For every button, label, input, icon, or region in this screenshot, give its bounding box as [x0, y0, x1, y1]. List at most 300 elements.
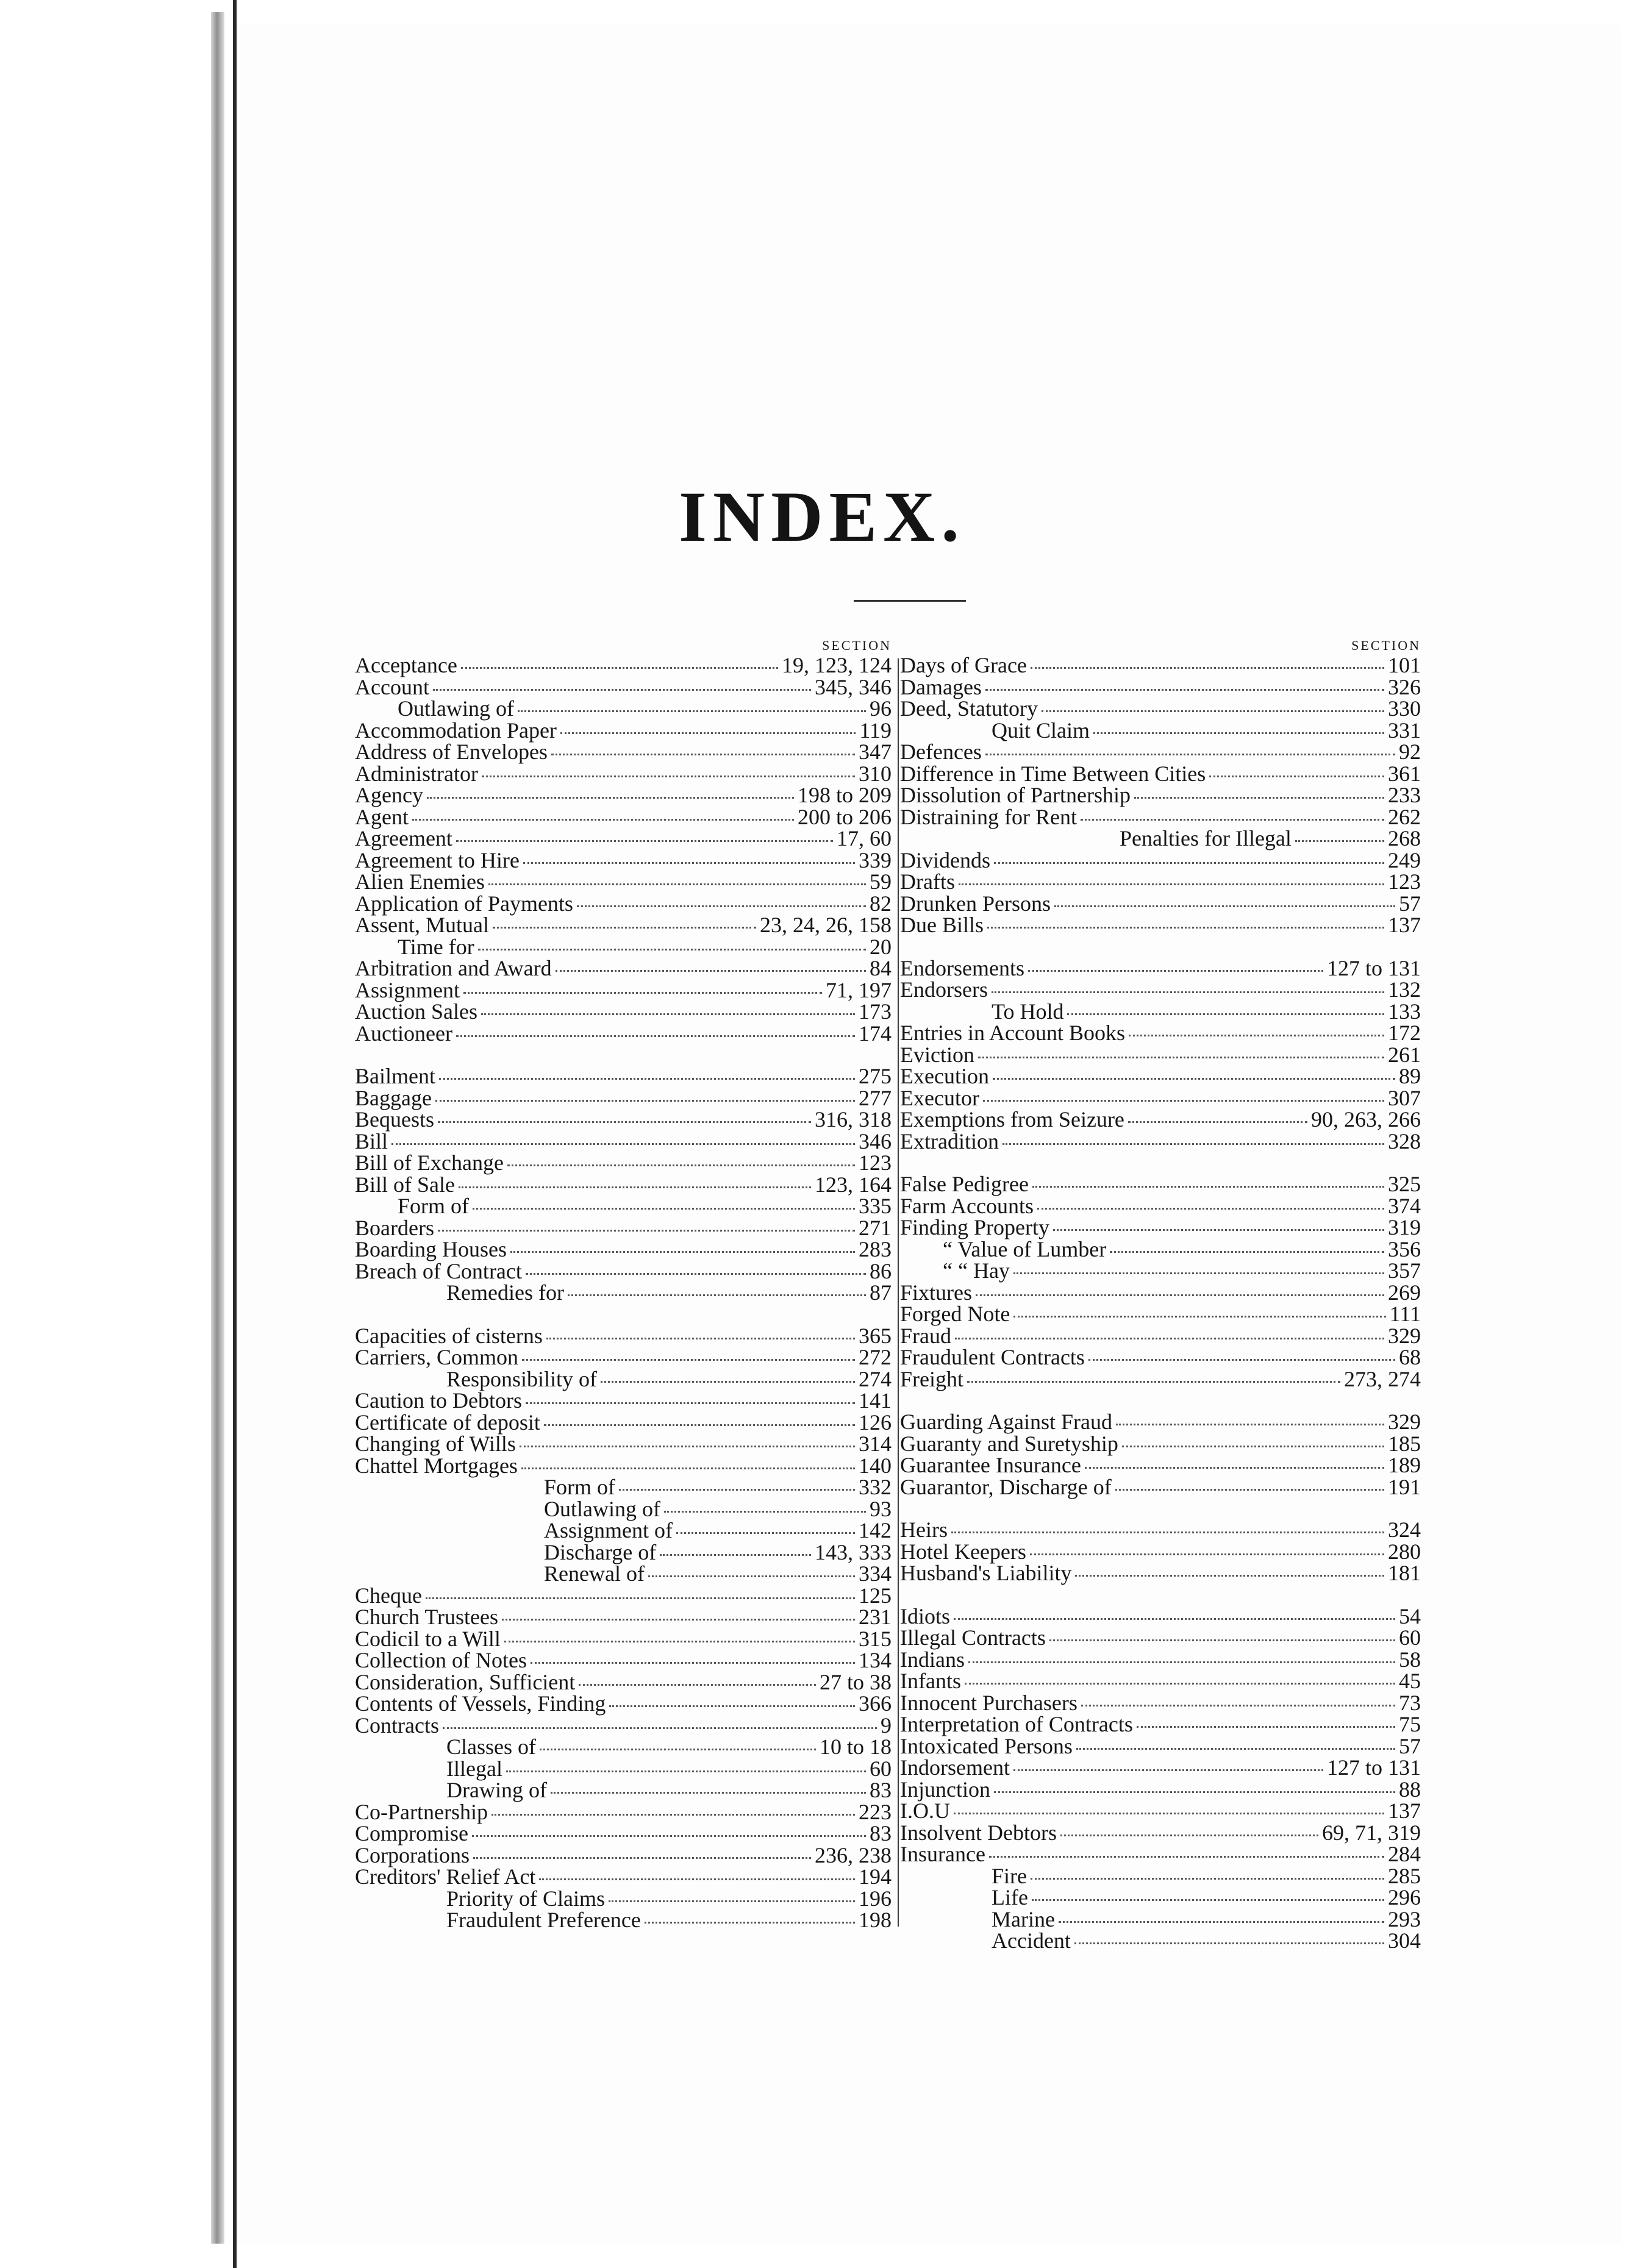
- index-entry: [355, 1390, 892, 1412]
- entry-term: Bailment: [355, 1064, 435, 1088]
- entry-section-ref: 83: [870, 1821, 892, 1845]
- entry-section-ref: 374: [1388, 1193, 1421, 1218]
- leader-dots: [609, 1900, 855, 1902]
- entry-section-ref: 304: [1388, 1928, 1421, 1953]
- entry-term: Drafts: [900, 869, 955, 894]
- index-entry: [900, 1347, 1421, 1369]
- leader-dots: [556, 970, 866, 972]
- entry-term: Codicil to a Will: [355, 1626, 501, 1651]
- index-entry: [900, 1474, 1421, 1499]
- leader-dots: [1081, 819, 1384, 821]
- leader-dots: [1081, 1705, 1395, 1706]
- entry-term: Difference in Time Between Cities: [900, 761, 1206, 786]
- index-entry: [900, 1779, 1421, 1801]
- index-entry: [355, 698, 892, 720]
- entry-term: Accident: [992, 1928, 1071, 1953]
- entry-section-ref: 88: [1399, 1777, 1421, 1802]
- index-entry: [355, 1780, 892, 1802]
- index-entry: [900, 1174, 1421, 1196]
- entry-section-ref: 54: [1399, 1603, 1421, 1628]
- entry-section-ref: 87: [870, 1280, 892, 1305]
- index-entry: [355, 1023, 892, 1045]
- entry-term: Agreement: [355, 826, 452, 850]
- entry-section-ref: 143, 333: [815, 1539, 892, 1564]
- index-entry: [900, 1649, 1421, 1671]
- leader-dots: [438, 1121, 811, 1123]
- entry-term: Consideration, Sufficient: [355, 1669, 576, 1694]
- index-entry: [900, 1303, 1421, 1325]
- index-entry: [900, 1671, 1421, 1692]
- entry-section-ref: 277: [859, 1085, 892, 1110]
- leader-dots: [426, 1597, 855, 1599]
- leader-dots: [1134, 797, 1384, 799]
- index-entry: [355, 1174, 892, 1196]
- entry-term: Corporations: [355, 1842, 470, 1867]
- index-entry: [900, 1863, 1421, 1888]
- leader-dots: [438, 1230, 855, 1232]
- entry-term: Drawing of: [446, 1778, 547, 1802]
- leader-dots: [1115, 1489, 1384, 1491]
- index-entry: [900, 1822, 1421, 1844]
- entry-term: Application of Payments: [355, 891, 573, 916]
- index-entry: [900, 828, 1421, 850]
- entry-term: Defences: [900, 740, 982, 764]
- index-entry: [355, 804, 892, 829]
- entry-term: Hotel Keepers: [900, 1539, 1026, 1564]
- index-column-right: [900, 639, 1421, 1952]
- index-entry: [355, 1258, 892, 1283]
- entry-section-ref: 347: [859, 740, 892, 764]
- index-entry: [900, 804, 1421, 829]
- index-entry: [355, 1196, 892, 1218]
- leader-dots: [951, 1532, 1384, 1533]
- entry-term: Changing of Wills: [355, 1432, 516, 1456]
- entry-term: Endorsers: [900, 977, 988, 1002]
- leader-dots: [1128, 1121, 1307, 1123]
- entry-section-ref: 328: [1388, 1129, 1421, 1154]
- entry-term: Capacities of cisterns: [355, 1323, 543, 1348]
- entry-section-ref: 90, 263, 266: [1311, 1107, 1421, 1132]
- entry-section-ref: 330: [1388, 696, 1421, 721]
- index-entry: [900, 1131, 1421, 1153]
- leader-dots: [1129, 1035, 1384, 1036]
- leader-dots: [1116, 1424, 1384, 1425]
- entry-section-ref: 71, 197: [826, 977, 892, 1002]
- leader-dots: [1122, 1446, 1384, 1447]
- index-entry: [900, 698, 1421, 720]
- leader-dots: [560, 732, 856, 734]
- leader-dots: [482, 776, 855, 777]
- leader-dots: [954, 1618, 1395, 1620]
- leader-dots: [502, 1619, 855, 1621]
- index-entry: [355, 1239, 892, 1261]
- leader-dots: [506, 1771, 866, 1772]
- entry-section-ref: 23, 24, 26, 158: [760, 913, 892, 937]
- entry-term: Infants: [900, 1669, 961, 1693]
- index-entry: [355, 674, 892, 699]
- index-entry: [355, 1539, 892, 1564]
- leader-dots: [1013, 1769, 1323, 1771]
- index-entry: [355, 1910, 892, 1931]
- entry-term: Execution: [900, 1064, 989, 1088]
- leader-dots: [664, 1511, 866, 1513]
- entry-section-ref: 185: [1388, 1431, 1421, 1456]
- entry-section-ref: 60: [1399, 1625, 1421, 1650]
- leader-dots: [1059, 1921, 1384, 1923]
- entry-term: Accommodation Paper: [355, 718, 557, 743]
- entry-term: Fixtures: [900, 1280, 973, 1305]
- entry-section-ref: 172: [1388, 1021, 1421, 1045]
- entry-section-ref: 231: [859, 1605, 892, 1629]
- leader-dots: [987, 927, 1384, 929]
- leader-dots: [989, 1856, 1384, 1858]
- entry-term: Breach of Contract: [355, 1258, 522, 1283]
- entry-section-ref: 334: [859, 1561, 892, 1586]
- index-entry: [900, 1366, 1421, 1391]
- entry-section-ref: 271: [859, 1215, 892, 1240]
- leader-dots: [985, 689, 1384, 691]
- entry-section-ref: 189: [1388, 1453, 1421, 1477]
- entry-term: Assent, Mutual: [355, 913, 489, 937]
- entry-section-ref: 329: [1388, 1410, 1421, 1434]
- entry-term: Due Bills: [900, 913, 984, 937]
- entry-section-ref: 134: [859, 1648, 892, 1672]
- entry-section-ref: 123: [1388, 869, 1421, 894]
- entry-term: Penalties for Illegal: [1120, 826, 1292, 850]
- index-entry: [355, 1433, 892, 1455]
- index-entry: [900, 1563, 1421, 1585]
- entry-term: Intoxicated Persons: [900, 1733, 1073, 1758]
- index-entry: [355, 1347, 892, 1369]
- entry-section-ref: 73: [1399, 1690, 1421, 1715]
- index-entry: [355, 1585, 892, 1607]
- index-entry: [355, 1799, 892, 1824]
- entry-term: Exemptions from Seizure: [900, 1107, 1124, 1132]
- index-entry: [355, 936, 892, 958]
- entry-term: Freight: [900, 1366, 963, 1391]
- leader-dots: [433, 689, 811, 691]
- leader-dots: [1093, 732, 1384, 734]
- entry-term: Bequests: [355, 1107, 434, 1132]
- index-entry: [355, 655, 892, 677]
- entry-term: Responsibility of: [446, 1366, 598, 1391]
- entry-term: Contracts: [355, 1713, 439, 1738]
- index-entry: [355, 1563, 892, 1585]
- entry-section-ref: 57: [1399, 1733, 1421, 1758]
- entry-section-ref: 194: [859, 1864, 892, 1889]
- entry-section-ref: 335: [859, 1194, 892, 1218]
- entry-term: Guarantee Insurance: [900, 1453, 1081, 1477]
- index-column-left: [355, 639, 892, 1931]
- leader-dots: [1002, 1143, 1384, 1145]
- entry-section-ref: 82: [870, 891, 892, 916]
- leader-dots: [491, 1814, 855, 1816]
- entry-term: Priority of Claims: [446, 1886, 605, 1911]
- entry-section-ref: 58: [1399, 1647, 1421, 1672]
- index-entry: [355, 1152, 892, 1174]
- leader-dots: [456, 840, 833, 842]
- entry-section-ref: 96: [870, 696, 892, 721]
- entry-term: Auction Sales: [355, 999, 477, 1024]
- leader-dots: [955, 1338, 1384, 1339]
- entry-section-ref: 89: [1399, 1064, 1421, 1088]
- entry-term: Illegal Contracts: [900, 1625, 1046, 1650]
- index-entry: [900, 1800, 1421, 1822]
- index-entry: [900, 741, 1421, 763]
- leader-dots: [521, 1467, 855, 1469]
- index-entry: [900, 1757, 1421, 1779]
- leader-dots: [994, 1791, 1395, 1793]
- entry-term: Agency: [355, 783, 423, 807]
- entry-section-ref: 126: [859, 1410, 892, 1435]
- entry-term: Church Trustees: [355, 1605, 499, 1629]
- entry-term: Dissolution of Partnership: [900, 783, 1131, 807]
- leader-dots: [968, 1661, 1395, 1663]
- entry-section-ref: 346: [859, 1129, 892, 1154]
- entry-term: Alien Enemies: [355, 869, 485, 894]
- entry-section-ref: 223: [859, 1799, 892, 1824]
- leader-dots: [523, 862, 855, 864]
- leader-dots: [1028, 970, 1323, 972]
- leader-dots: [544, 1424, 855, 1426]
- entry-section-ref: 137: [1388, 1799, 1421, 1823]
- entry-term: Outlawing of: [398, 696, 514, 721]
- index-entry: [900, 1930, 1421, 1952]
- section-heading: SECTION: [822, 638, 892, 653]
- entry-term: Address of Envelopes: [355, 740, 548, 764]
- index-entry: [355, 1412, 892, 1434]
- page-title: INDEX.: [679, 477, 965, 557]
- index-entry: [900, 871, 1421, 893]
- leader-dots: [412, 819, 794, 821]
- entry-section-ref: 273, 274: [1344, 1366, 1421, 1391]
- entry-section-ref: 111: [1389, 1302, 1421, 1326]
- index-entry: [900, 1282, 1421, 1304]
- entry-term: To Hold: [992, 999, 1064, 1024]
- leader-dots: [526, 1402, 855, 1404]
- index-entry: [355, 785, 892, 807]
- leader-dots: [539, 1878, 855, 1880]
- entry-section-ref: 57: [1399, 891, 1421, 916]
- entry-term: Remedies for: [446, 1280, 564, 1305]
- index-entry: [355, 1823, 892, 1845]
- index-entry: [900, 1906, 1421, 1931]
- entry-term: Indorsement: [900, 1755, 1010, 1780]
- entry-term: Idiots: [900, 1603, 951, 1628]
- index-entry: [900, 847, 1421, 872]
- entry-section-ref: 339: [859, 847, 892, 872]
- index-entry: [355, 871, 892, 893]
- entry-section-ref: 284: [1388, 1842, 1421, 1866]
- entry-section-ref: 324: [1388, 1517, 1421, 1542]
- leader-dots: [1053, 1229, 1384, 1231]
- index-entry: [900, 1325, 1421, 1347]
- entry-term: Life: [992, 1885, 1028, 1910]
- entry-term: Collection of Notes: [355, 1648, 527, 1672]
- entry-term: Cheque: [355, 1583, 422, 1608]
- index-entry: [900, 1541, 1421, 1563]
- leader-dots: [983, 1100, 1384, 1102]
- entry-term: Fire: [992, 1863, 1027, 1888]
- leader-dots: [978, 1057, 1384, 1058]
- entry-term: Injunction: [900, 1777, 990, 1802]
- entry-section-ref: 233: [1388, 783, 1421, 807]
- index-entry: [900, 674, 1421, 699]
- entry-term: “ Value of Lumber: [943, 1236, 1107, 1261]
- entry-section-ref: 285: [1388, 1863, 1421, 1888]
- index-entry: [355, 1669, 892, 1694]
- leader-dots: [1088, 1359, 1395, 1361]
- entry-section-ref: 198: [859, 1908, 892, 1932]
- title-rule: [854, 600, 966, 602]
- entry-section-ref: 307: [1388, 1085, 1421, 1110]
- entry-term: Certificate of deposit: [355, 1410, 540, 1435]
- entry-term: Entries in Account Books: [900, 1021, 1125, 1045]
- leader-dots: [1030, 1553, 1384, 1555]
- entry-section-ref: 332: [859, 1475, 892, 1499]
- index-entry: [355, 1888, 892, 1910]
- entry-section-ref: 356: [1388, 1236, 1421, 1261]
- entry-term: Carriers, Common: [355, 1345, 518, 1369]
- index-entry: [900, 1260, 1421, 1282]
- leader-dots: [1060, 1835, 1318, 1836]
- leader-dots: [992, 991, 1384, 993]
- entry-section-ref: 296: [1388, 1885, 1421, 1910]
- leader-dots: [463, 992, 822, 994]
- leader-dots: [1031, 1878, 1384, 1880]
- index-entry: [355, 893, 892, 915]
- leader-dots: [456, 1035, 855, 1037]
- entry-term: Executor: [900, 1085, 979, 1110]
- index-entry: [355, 847, 892, 872]
- index-entry: [355, 1455, 892, 1477]
- index-entry: [355, 1325, 892, 1347]
- entry-section-ref: 83: [870, 1778, 892, 1802]
- entry-section-ref: 123, 164: [815, 1172, 892, 1197]
- index-entry: [355, 1085, 892, 1110]
- entry-term: Extradition: [900, 1129, 999, 1154]
- leader-dots: [459, 1186, 811, 1188]
- index-entry: [900, 979, 1421, 1001]
- entry-section-ref: 198 to 209: [797, 783, 892, 807]
- index-entry: [900, 720, 1421, 742]
- leader-dots: [493, 927, 756, 929]
- leader-dots: [579, 1684, 816, 1686]
- book-spine-shadow: [211, 12, 224, 2244]
- index-entry: [355, 1282, 892, 1304]
- index-entry: [900, 1455, 1421, 1477]
- leader-dots: [478, 949, 866, 950]
- entry-list: [355, 655, 892, 1931]
- index-entry: [355, 1866, 892, 1888]
- leader-dots: [976, 1294, 1384, 1296]
- index-entry: [355, 1496, 892, 1521]
- entry-term: I.O.U: [900, 1799, 950, 1823]
- entry-section-ref: 173: [859, 999, 892, 1024]
- entry-term: Boarders: [355, 1215, 434, 1240]
- entry-term: Agent: [355, 804, 409, 829]
- entry-term: Farm Accounts: [900, 1193, 1034, 1218]
- index-entry: [355, 1001, 892, 1023]
- index-entry: [355, 1606, 892, 1628]
- entry-section-ref: 357: [1388, 1258, 1421, 1283]
- index-entry: [355, 1215, 892, 1240]
- index-entry: [900, 893, 1421, 915]
- entry-section-ref: 269: [1388, 1280, 1421, 1305]
- entry-term: Endorsements: [900, 955, 1024, 980]
- entry-term: Caution to Debtors: [355, 1388, 522, 1413]
- leader-dots: [601, 1381, 855, 1383]
- entry-section-ref: 17, 60: [837, 826, 892, 850]
- entry-section-ref: 315: [859, 1626, 892, 1651]
- entry-section-ref: 272: [859, 1345, 892, 1369]
- entry-section-ref: 345, 346: [815, 674, 892, 699]
- leader-dots: [1042, 710, 1384, 712]
- leader-dots: [1032, 1186, 1384, 1188]
- entry-term: Guarantor, Discharge of: [900, 1474, 1112, 1499]
- index-entry: [355, 828, 892, 850]
- leader-dots: [954, 1813, 1384, 1814]
- index-entry: [355, 720, 892, 742]
- entry-term: Insolvent Debtors: [900, 1820, 1057, 1845]
- index-entry: [355, 1520, 892, 1542]
- entry-term: Account: [355, 674, 429, 699]
- index-entry: [900, 1519, 1421, 1541]
- leader-dots: [645, 1922, 855, 1924]
- index-entry: [900, 1236, 1421, 1261]
- entry-term: Drunken Persons: [900, 891, 1051, 916]
- leader-dots: [1085, 1467, 1384, 1469]
- entry-section-ref: 27 to 38: [819, 1669, 892, 1694]
- index-entry: [355, 763, 892, 785]
- leader-dots: [1075, 1575, 1384, 1577]
- leader-dots: [619, 1489, 855, 1491]
- entry-term: Form of: [398, 1194, 469, 1218]
- entry-section-ref: 314: [859, 1432, 892, 1456]
- leader-dots: [648, 1575, 855, 1577]
- index-entry: [900, 763, 1421, 785]
- entry-section-ref: 274: [859, 1366, 892, 1391]
- index-entry: [900, 1733, 1421, 1758]
- leader-dots: [531, 1662, 855, 1664]
- leader-dots: [439, 1078, 855, 1080]
- leader-dots: [985, 754, 1395, 755]
- entry-section-ref: 181: [1388, 1561, 1421, 1585]
- index-entry: [900, 785, 1421, 807]
- index-entry: [900, 655, 1421, 677]
- entry-term: Days of Grace: [900, 653, 1027, 677]
- entry-section-ref: 261: [1388, 1042, 1421, 1067]
- entry-section-ref: 93: [870, 1496, 892, 1521]
- entry-section-ref: 127 to 131: [1326, 1755, 1421, 1780]
- index-entry: [355, 1131, 892, 1153]
- leader-dots: [1032, 1899, 1384, 1901]
- entry-section-ref: 20: [870, 934, 892, 959]
- entry-term: Fraud: [900, 1323, 951, 1348]
- index-entry: [355, 741, 892, 763]
- entry-section-ref: 59: [870, 869, 892, 894]
- index-entry: [900, 1692, 1421, 1714]
- leader-dots: [676, 1532, 855, 1534]
- leader-dots: [427, 797, 794, 799]
- entry-term: Guarding Against Fraud: [900, 1410, 1112, 1434]
- leader-dots: [473, 1208, 855, 1210]
- entry-term: Eviction: [900, 1042, 974, 1067]
- leader-dots: [504, 1641, 855, 1642]
- entry-term: Finding Property: [900, 1215, 1050, 1239]
- entry-section-ref: 140: [859, 1453, 892, 1478]
- leader-dots: [461, 667, 778, 669]
